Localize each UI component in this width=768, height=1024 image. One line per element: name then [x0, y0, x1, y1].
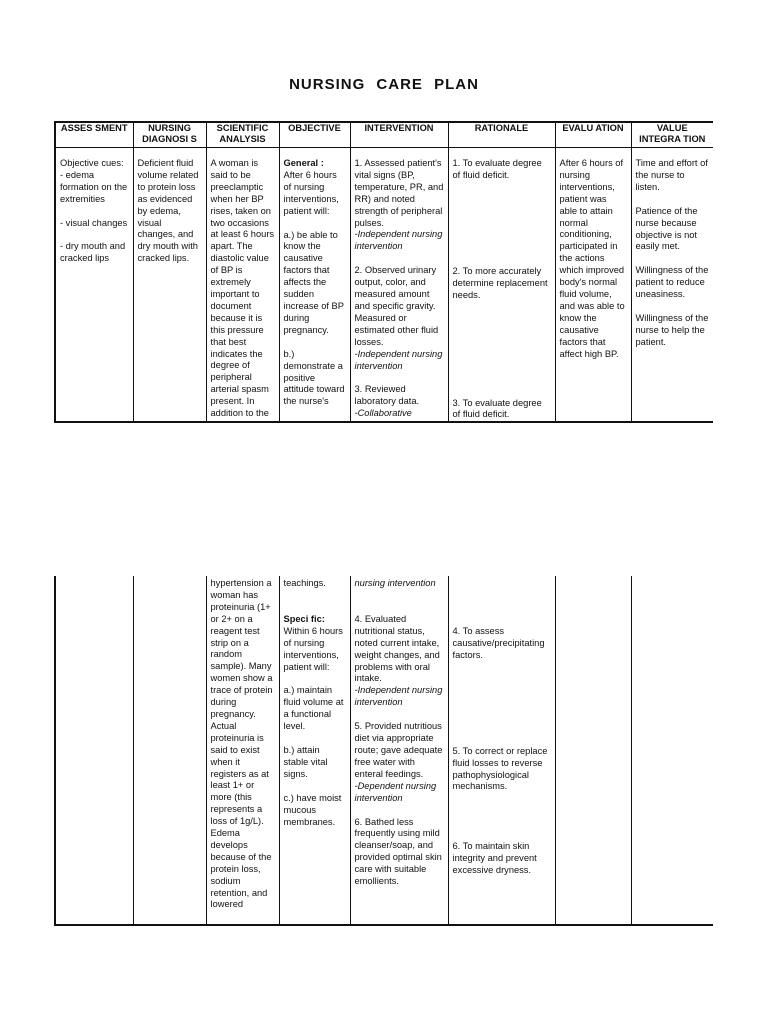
objective-general-heading: General :	[283, 158, 324, 168]
header-evaluation: EVALU ATION	[555, 122, 631, 148]
header-row	[55, 122, 713, 148]
intervention-1: 1. Assessed patient's vital signs (BP, temperature, PR, and RR) and noted strength of peripheral pulses.	[354, 158, 444, 228]
rationale-1: 1. To evaluate degree of fluid deficit.	[452, 158, 542, 180]
evaluation-cell: After 6 hours of nursing interventions, patient was able to attain normal conditioning, participated in the actions which improved body's normal fluid volume, and was able to know the causative factors that affect high BP.	[555, 148, 631, 423]
rationale-cell	[448, 148, 555, 423]
header-nursing-diagnosis: NURSING DIAGNOSI S	[133, 122, 206, 148]
objective-intro: After 6 hours of nursing interventions, patient will:	[283, 169, 339, 216]
value-item-4: Willingness of the nurse to help the patient.	[635, 313, 709, 347]
intervention-4: 4. Evaluated nutritional status, noted current intake, weight changes, and problems with oral intake.	[354, 613, 440, 684]
objective-cell-continued	[279, 576, 350, 925]
analysis-cell: A woman is said to be preeclamptic when her BP rises, taken on two occasions at least 6 hours apart. The diastolic value of BP is extremely important to document because it is this pressure that best indicates the degree of peripheral arterial spasm present. In addition to the	[206, 148, 279, 423]
care-plan-table-page-1	[54, 121, 713, 423]
value-item-3: Willingness of the patient to reduce uneasiness.	[635, 265, 709, 300]
value-item-1: Time and effort of the nurse to listen.	[635, 158, 708, 192]
assessment-cell: Objective cues: - edema formation on the extremities - visual changes - dry mouth and cracked lips	[55, 148, 133, 423]
page-title: NURSING CARE PLAN	[289, 76, 479, 93]
header-value-integration: VALUE INTEGRA TION	[631, 122, 713, 148]
header-scientific-analysis: SCIENTIFIC ANALYSIS	[206, 122, 279, 148]
table-row	[55, 148, 713, 423]
intervention-5: 5. Provided nutritious diet via appropriate route; gave adequate free water with enteral feedings.	[354, 721, 443, 779]
intervention-5-tag: -Dependent nursing intervention	[354, 780, 437, 803]
assessment-cell-continued	[55, 576, 133, 925]
rationale-6: 6. To maintain skin integrity and prevent excessive dryness.	[452, 841, 537, 876]
intervention-6: 6. Bathed less frequently using mild cleanser/soap, and provided optimal skin care with suitable emollients.	[354, 816, 442, 887]
care-plan-table-page-2	[54, 576, 713, 926]
objective-specific-c: c.) have moist mucous membranes.	[283, 792, 342, 827]
table-row	[55, 576, 713, 925]
objective-specific-a: a.) maintain fluid volume at a functional level.	[283, 685, 344, 732]
intervention-cell	[350, 148, 448, 423]
value-integration-cell-continued	[631, 576, 713, 925]
intervention-cell-continued	[350, 576, 448, 925]
header-assessment: ASSES SMENT	[55, 122, 133, 148]
rationale-4: 4. To assess causative/precipitating factors.	[452, 626, 545, 660]
intervention-1-tag: -Independent nursing intervention	[354, 229, 443, 252]
intervention-3: 3. Reviewed laboratory data.	[354, 384, 420, 407]
objective-specific-heading: Speci fic:	[283, 613, 325, 624]
header-intervention: INTERVENTION	[350, 122, 448, 148]
evaluation-cell-continued	[555, 576, 631, 925]
intervention-3-tag-continued: nursing intervention	[354, 578, 436, 588]
rationale-5: 5. To correct or replace fluid losses to reverse pathophysiological mechanisms.	[452, 745, 548, 792]
header-rationale: RATIONALE	[448, 122, 555, 148]
analysis-cell-continued: hypertension a woman has proteinuria (1+ or 2+ on a reagent test strip on a random sample). Many women show a trace of protein during pregnancy. Actual proteinuria is said to exist when it registers as at least 1+ or more (this represents a loss of 1g/L). Edema develops because of the protein loss, sodium retention, and lowered	[206, 576, 279, 925]
intervention-3-tag: -Collaborative	[354, 408, 412, 419]
objective-continuation: teachings.	[283, 578, 326, 588]
objective-intro-specific: Within 6 hours of nursing interventions, patient will:	[283, 625, 343, 672]
intervention-4-tag: -Independent nursing intervention	[354, 685, 443, 708]
value-integration-cell	[631, 148, 713, 423]
rationale-3: 3. To evaluate degree of fluid deficit.	[452, 397, 542, 420]
diagnosis-cell: Deficient fluid volume related to protein loss as evidenced by edema, visual changes, and dry mouth with cracked lips.	[133, 148, 206, 423]
intervention-2-tag: -Independent nursing intervention	[354, 348, 443, 371]
rationale-cell-continued	[448, 576, 555, 925]
objective-specific-b: b.) attain stable vital signs.	[283, 745, 328, 779]
intervention-2: 2. Observed urinary output, color, and measured amount and specific gravity. Measured or estimated other fluid losses.	[354, 265, 439, 347]
objective-cell	[279, 148, 350, 423]
objective-item-a: a.) be able to know the causative factors that affects the sudden increase of BP during pregnancy.	[283, 229, 344, 335]
rationale-2: 2. To more accurately determine replacement needs.	[452, 265, 548, 300]
value-item-2: Patience of the nurse because objective is not easily met.	[635, 205, 698, 252]
header-objective: OBJECTIVE	[279, 122, 350, 148]
diagnosis-cell-continued	[133, 576, 206, 925]
objective-item-b: b.) demonstrate a positive attitude toward the nurse's	[283, 348, 345, 407]
